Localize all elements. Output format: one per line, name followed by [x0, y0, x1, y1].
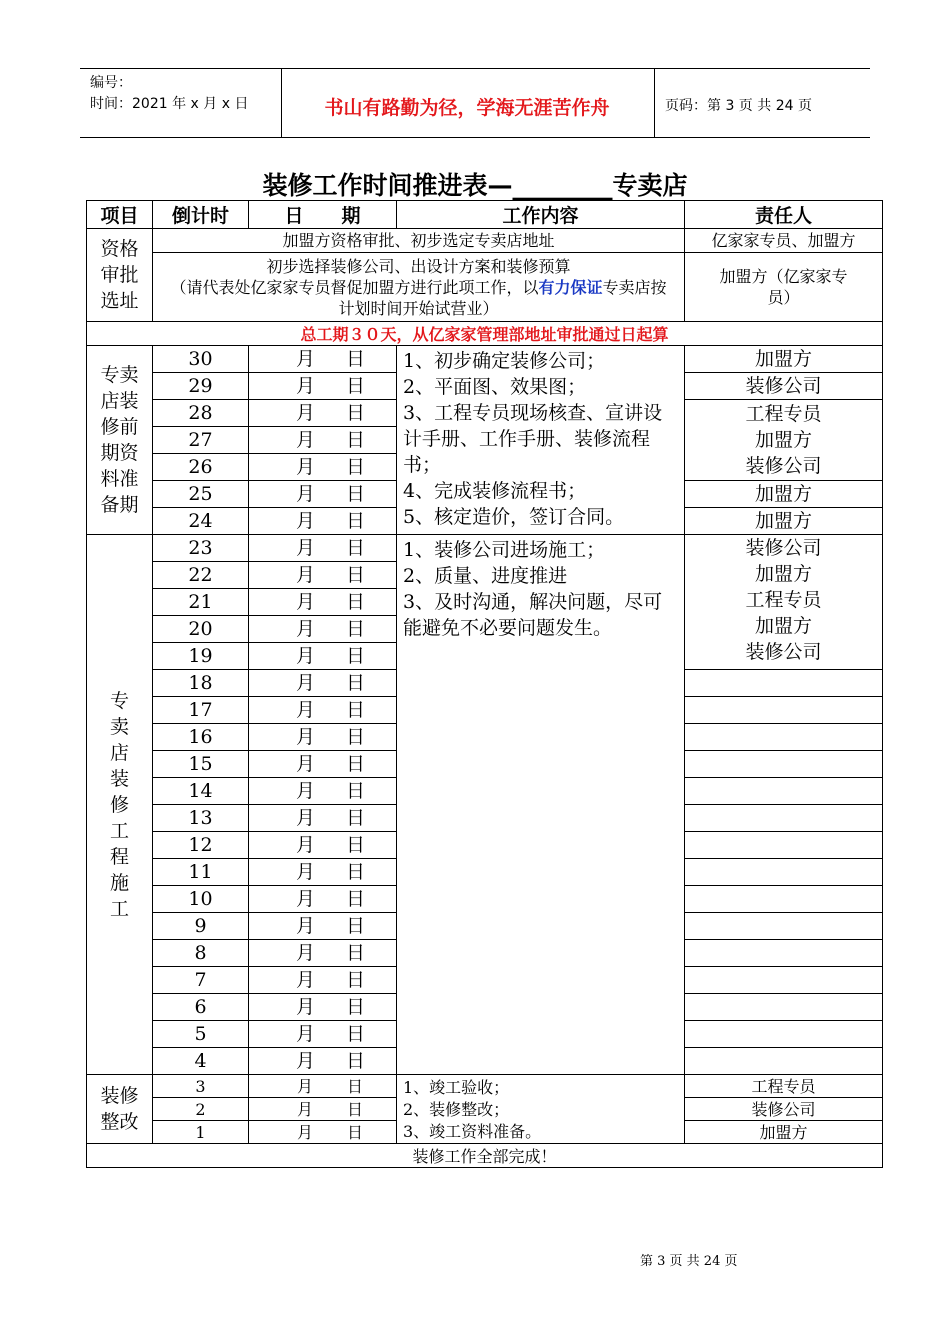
resp-cell: 装修公司	[685, 1098, 883, 1121]
table-header-row	[87, 201, 883, 229]
resp-cell	[685, 886, 883, 913]
final-note: 装修工作全部完成！	[87, 1144, 883, 1168]
day-label: 日	[346, 402, 366, 424]
month-label: 月	[296, 645, 316, 667]
month-label: 月	[296, 618, 316, 640]
countdown-cell: 27	[153, 427, 249, 454]
period-note: 总工期３０天，从亿家家管理部地址审批通过日起算	[87, 322, 883, 346]
day-label: 日	[347, 1076, 364, 1096]
header-motto: 书山有路勤为径，学海无涯苦作舟	[324, 97, 610, 119]
countdown-cell: 8	[153, 940, 249, 967]
resp-cell	[685, 994, 883, 1021]
month-label: 月	[296, 726, 316, 748]
date-cell	[249, 778, 397, 805]
resp-cell	[685, 400, 883, 481]
date-cell	[249, 454, 397, 481]
month-label: 月	[296, 780, 316, 802]
date-cell	[249, 1075, 397, 1098]
day-label: 日	[346, 564, 366, 586]
countdown-cell: 30	[153, 346, 249, 373]
month-label: 月	[296, 753, 316, 775]
month-label: 月	[296, 888, 316, 910]
qualification-resp: 加盟方（亿家家专员）	[685, 253, 883, 322]
day-label: 日	[346, 780, 366, 802]
resp-cell	[685, 697, 883, 724]
day-label: 日	[346, 807, 366, 829]
day-label: 日	[346, 996, 366, 1018]
date-cell	[249, 400, 397, 427]
resp-cell	[685, 859, 883, 886]
construction-label: 专卖店装修工程施工	[87, 535, 153, 1075]
content-line: 2、平面图、效果图；	[403, 376, 587, 398]
qualification-row	[87, 229, 883, 253]
resp-cell	[685, 670, 883, 697]
month-label: 月	[297, 1122, 314, 1142]
month-label: 月	[296, 375, 316, 397]
date-cell	[249, 562, 397, 589]
day-label: 日	[347, 1099, 364, 1119]
doc-time: 时间：2021 年 x 月 x 日	[90, 96, 249, 112]
table-row	[87, 535, 883, 562]
countdown-cell: 13	[153, 805, 249, 832]
month-label: 月	[297, 1076, 314, 1096]
countdown-cell: 26	[153, 454, 249, 481]
prep-content	[397, 346, 685, 535]
day-label: 日	[346, 429, 366, 451]
resp-cell: 工程专员	[685, 1075, 883, 1098]
qualification-line: 初步选择装修公司、出设计方案和装修预算	[266, 256, 571, 276]
day-label: 日	[346, 915, 366, 937]
month-label: 月	[296, 834, 316, 856]
qualification-text: 专卖店按计划时间开始试营业）	[338, 277, 667, 318]
date-cell	[249, 940, 397, 967]
date-cell	[249, 1121, 397, 1144]
date-cell	[249, 724, 397, 751]
header-cell: 项目	[87, 201, 153, 229]
countdown-cell: 4	[153, 1048, 249, 1075]
content-line: 3、工程专员现场核查、宣讲设计手册、工作手册、装修流程书；	[403, 402, 663, 476]
resp-cell	[685, 1021, 883, 1048]
resp-cell	[685, 913, 883, 940]
day-label: 日	[346, 618, 366, 640]
construction-content	[397, 535, 685, 1075]
date-cell	[249, 967, 397, 994]
content-line: 1、初步确定装修公司；	[403, 350, 606, 372]
qualification-emphasis: 有力保证	[538, 277, 603, 297]
date-cell	[249, 832, 397, 859]
countdown-cell: 7	[153, 967, 249, 994]
header-cell: 倒计时	[153, 201, 249, 229]
content-line: 2、装修整改；	[403, 1100, 510, 1119]
resp-cell	[685, 751, 883, 778]
countdown-cell: 9	[153, 913, 249, 940]
date-cell	[249, 805, 397, 832]
month-label: 月	[296, 807, 316, 829]
day-label: 日	[346, 645, 366, 667]
schedule-table	[86, 200, 883, 1168]
day-label: 日	[346, 537, 366, 559]
resp-line: 加盟方	[754, 615, 812, 637]
countdown-cell: 19	[153, 643, 249, 670]
content-line: 3、及时沟通，解决问题，尽可能避免不必要问题发生。	[403, 591, 663, 639]
qualification-resp: 亿家家专员、加盟方	[685, 229, 883, 253]
day-label: 日	[346, 510, 366, 532]
resp-cell: 加盟方	[685, 508, 883, 535]
page-header	[80, 68, 870, 138]
date-cell	[249, 886, 397, 913]
day-label: 日	[346, 483, 366, 505]
resp-line: 装修公司	[745, 537, 822, 559]
qualification-content: 加盟方资格审批、初步选定专卖店地址	[153, 229, 685, 253]
date-cell	[249, 1098, 397, 1121]
countdown-cell: 14	[153, 778, 249, 805]
header-divider	[654, 69, 655, 137]
countdown-cell: 2	[153, 1098, 249, 1121]
day-label: 日	[346, 861, 366, 883]
date-cell	[249, 535, 397, 562]
resp-line: 装修公司	[745, 455, 822, 477]
rectify-content	[397, 1075, 685, 1144]
qualification-row	[87, 253, 883, 322]
resp-cell: 加盟方	[685, 346, 883, 373]
month-label: 月	[296, 861, 316, 883]
countdown-cell: 18	[153, 670, 249, 697]
day-label: 日	[346, 726, 366, 748]
countdown-cell: 6	[153, 994, 249, 1021]
date-cell	[249, 994, 397, 1021]
day-label: 日	[346, 672, 366, 694]
countdown-cell: 11	[153, 859, 249, 886]
month-label: 月	[296, 1023, 316, 1045]
period-note-row	[87, 322, 883, 346]
resp-cell	[685, 832, 883, 859]
countdown-cell: 21	[153, 589, 249, 616]
date-cell	[249, 751, 397, 778]
resp-cell	[685, 805, 883, 832]
countdown-cell: 28	[153, 400, 249, 427]
content-line: 5、核定造价，签订合同。	[403, 506, 625, 528]
month-label: 月	[296, 996, 316, 1018]
date-cell	[249, 697, 397, 724]
month-label: 月	[296, 942, 316, 964]
resp-cell: 加盟方	[685, 481, 883, 508]
content-line: 2、质量、进度推进	[403, 565, 568, 587]
countdown-cell: 3	[153, 1075, 249, 1098]
countdown-cell: 29	[153, 373, 249, 400]
day-label: 日	[346, 456, 366, 478]
table-row	[87, 346, 883, 373]
day-label: 日	[346, 348, 366, 370]
day-label: 日	[346, 699, 366, 721]
day-label: 日	[346, 1050, 366, 1072]
month-label: 月	[296, 483, 316, 505]
final-row	[87, 1144, 883, 1168]
date-cell	[249, 481, 397, 508]
content-line: 4、完成装修流程书；	[403, 480, 587, 502]
month-label: 月	[296, 915, 316, 937]
date-cell	[249, 913, 397, 940]
countdown-cell: 15	[153, 751, 249, 778]
month-label: 月	[296, 402, 316, 424]
countdown-cell: 20	[153, 616, 249, 643]
date-cell	[249, 1021, 397, 1048]
resp-line: 工程专员	[745, 403, 822, 425]
qualification-text: （请代表处亿家家专员督促加盟方进行此项工作，以	[170, 277, 539, 297]
content-line: 3、竣工资料准备。	[403, 1122, 542, 1141]
day-label: 日	[346, 942, 366, 964]
resp-cell	[685, 1048, 883, 1075]
prep-label: 专卖店装修前期资料准备期	[87, 346, 153, 535]
month-label: 月	[296, 969, 316, 991]
month-label: 月	[296, 591, 316, 613]
countdown-cell: 25	[153, 481, 249, 508]
header-cell: 工作内容	[397, 201, 685, 229]
countdown-cell: 12	[153, 832, 249, 859]
resp-cell	[685, 724, 883, 751]
qualification-label: 资格审批选址	[87, 229, 153, 322]
day-label: 日	[347, 1122, 364, 1142]
day-label: 日	[346, 888, 366, 910]
day-label: 日	[346, 591, 366, 613]
day-label: 日	[346, 375, 366, 397]
date-cell	[249, 508, 397, 535]
date-cell	[249, 373, 397, 400]
day-label: 日	[346, 1023, 366, 1045]
day-label: 日	[346, 753, 366, 775]
countdown-cell: 24	[153, 508, 249, 535]
countdown-cell: 17	[153, 697, 249, 724]
date-cell	[249, 670, 397, 697]
resp-cell	[685, 940, 883, 967]
header-page-info: 页码：第 3 页 共 24 页	[665, 98, 812, 114]
countdown-cell: 22	[153, 562, 249, 589]
page-title: 装修工作时间推进表—________专卖店	[262, 171, 688, 200]
countdown-cell: 10	[153, 886, 249, 913]
date-cell	[249, 1048, 397, 1075]
resp-cell: 装修公司	[685, 373, 883, 400]
month-label: 月	[296, 672, 316, 694]
resp-line: 装修公司	[745, 641, 822, 663]
date-cell	[249, 427, 397, 454]
countdown-cell: 23	[153, 535, 249, 562]
resp-cell	[685, 535, 883, 670]
table-row	[87, 1075, 883, 1098]
month-label: 月	[296, 456, 316, 478]
rectify-label: 装修整改	[87, 1075, 153, 1144]
resp-line: 加盟方	[754, 563, 812, 585]
day-label: 日	[346, 969, 366, 991]
resp-cell	[685, 778, 883, 805]
month-label: 月	[296, 1050, 316, 1072]
countdown-cell: 16	[153, 724, 249, 751]
resp-cell: 加盟方	[685, 1121, 883, 1144]
month-label: 月	[296, 699, 316, 721]
page-footer: 第 3 页 共 24 页	[640, 1254, 738, 1269]
date-cell	[249, 616, 397, 643]
content-line: 1、竣工验收；	[403, 1078, 510, 1097]
month-label: 月	[296, 564, 316, 586]
date-cell	[249, 859, 397, 886]
resp-cell	[685, 967, 883, 994]
header-cell: 日 期	[249, 201, 397, 229]
countdown-cell: 1	[153, 1121, 249, 1144]
month-label: 月	[296, 348, 316, 370]
qualification-line	[167, 277, 670, 319]
date-cell	[249, 643, 397, 670]
month-label: 月	[296, 510, 316, 532]
date-cell	[249, 346, 397, 373]
resp-line: 工程专员	[745, 589, 822, 611]
content-line: 1、装修公司进场施工；	[403, 539, 606, 561]
month-label: 月	[296, 429, 316, 451]
resp-line: 加盟方	[754, 429, 812, 451]
header-meta	[90, 73, 248, 115]
header-cell: 责任人	[685, 201, 883, 229]
month-label: 月	[297, 1099, 314, 1119]
doc-code: 编号：	[90, 75, 132, 91]
countdown-cell: 5	[153, 1021, 249, 1048]
date-cell	[249, 589, 397, 616]
day-label: 日	[346, 834, 366, 856]
month-label: 月	[296, 537, 316, 559]
qualification-content	[153, 253, 685, 322]
